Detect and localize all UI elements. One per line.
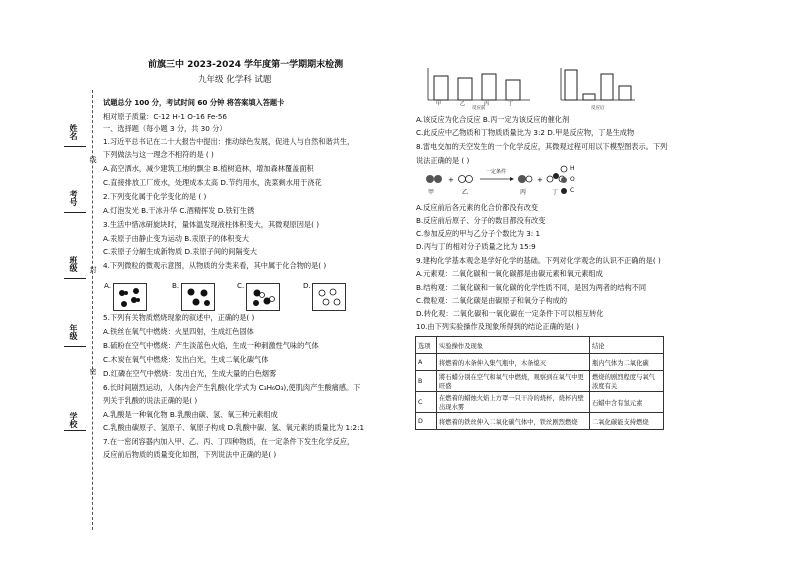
q9-opt-b: B.结构观：二氧化碳和一氧化碳的化学性质不同，是因为两者的结构不同: [416, 283, 647, 292]
margin-line-3: [64, 278, 86, 279]
q6-stem1: 6.长时间剧烈运动，人体内会产生乳酸(化学式为 C₃H₆O₃),使肌肉产生酸痛感。下: [103, 383, 361, 392]
table-row: [416, 371, 664, 392]
table-cell: B: [416, 371, 437, 392]
exam-title: 前旗三中 2023-2024 学年度第一学期期末检测: [148, 60, 344, 70]
q4-figure-a: [113, 283, 147, 311]
q5-stem: 5.下列有关物质燃烧现象的叙述中，正确的是( ): [103, 313, 255, 322]
q1-opt-ab: A.高空洒水，减少建筑工地的飘尘 B.植树造林，增加森林覆盖面积: [103, 164, 314, 173]
q8-stem2: 说法正确的是 ( ): [416, 156, 470, 165]
q7-label-bing: 丙: [484, 101, 490, 107]
table-row: [416, 392, 664, 413]
q4-label-d: D.: [303, 281, 311, 290]
q1-line1: 1.习近平总书记在二十大报告中提出：推动绿色发展，促进人与自然和谐共生，: [103, 137, 355, 146]
legend-o: O: [570, 176, 575, 183]
margin-line-5: [64, 430, 86, 431]
q4-figure-c: [246, 283, 280, 311]
q7-opt-ab: A.该反应为化合反应 B.丙一定为该反应的催化剂: [416, 115, 570, 124]
school-label: 学校: [69, 412, 78, 428]
seal-mark-3: 密: [89, 368, 97, 375]
q4-figure-b: [181, 283, 215, 311]
q8-label-ding: 丁: [552, 189, 559, 196]
q6-opt-cd: C.乳酸由碳原子、氢原子、氧原子构成 D.乳酸中碳、氢、氧元素的质量比为 1:2:1: [103, 423, 365, 432]
margin-line-2: [64, 212, 86, 213]
q4-label-b: B.: [172, 281, 180, 290]
q8-opt-b: B.反应前后原子、分子的数目都没有改变: [416, 216, 546, 225]
atomic-mass: 相对原子质量：C-12 H-1 O-16 Fe-56: [103, 112, 227, 121]
table-header-cell: 结论: [590, 337, 664, 354]
q1-opt-cd: C.直接排放工厂废水，处理成本太高 D.节约用水，洗菜剩水用于浇花: [103, 178, 322, 187]
table-header-row: [416, 337, 664, 354]
legend-h: H: [570, 165, 575, 172]
margin-line-1: [64, 146, 86, 147]
q9-opt-d: D.转化观：二氧化碳和一氧化碳在一定条件下可以相互转化: [416, 309, 604, 318]
table-row: [416, 354, 664, 371]
table-header-cell: 选项: [416, 337, 437, 354]
q9-opt-a: A.元素观：二氧化碳和一氧化碳都是由碳元素和氧元素组成: [416, 269, 603, 278]
q5-opt-c: C.木炭在氧气中燃烧：发出白光，生成二氧化碳气体: [103, 355, 269, 364]
q7-stem2: 反应前后物质的质量变化如图，下列说法中正确的是( ): [103, 450, 277, 459]
q3-opt-ab: A.汞原子由静止变为运动 B.汞原子的体积变大: [103, 234, 249, 243]
table-cell: D: [416, 413, 437, 430]
q1-line2: 下列做法与这一理念不相符的是 ( ): [103, 150, 214, 159]
q8-legend: [560, 164, 584, 200]
class-label: 班级: [69, 256, 78, 272]
q9-stem: 9.建构化学基本观念是学好化学的基础。下列对化学观念的认识不正确的是( ): [416, 256, 661, 265]
exam-no-label: 考号: [69, 190, 78, 206]
table-cell: 瓶内气体为二氧化碳: [590, 354, 664, 371]
q4-label-a: A.: [104, 281, 112, 290]
q2-options: A.灯泡发光 B.干冰升华 C.酒精挥发 D.铁钉生锈: [103, 206, 255, 215]
table-cell: 燃烧的剧烈程度与氧气浓度有关: [590, 371, 664, 392]
q7-label-yi: 乙: [460, 101, 466, 107]
q5-opt-a: A.铁丝在氧气中燃烧：火星四射，生成红色固体: [103, 327, 254, 336]
q4-figure-d: [312, 283, 346, 311]
seal-mark-2: 封: [89, 266, 97, 273]
q7-caption-after: 反应后: [591, 106, 605, 111]
q7-caption-before: 反应前: [472, 106, 486, 111]
table-cell: 将燃着的木条伸入集气瓶中，木条熄灭: [437, 354, 590, 371]
q8-label-bing: 丙: [520, 189, 527, 196]
table-cell: A: [416, 354, 437, 371]
q8-stem1: 8.雷电交加的天空发生的一个化学反应，其微观过程可用以下模型图表示。下列: [416, 142, 668, 151]
table-cell: 将燃着的铁丝伸入二氧化碳气体中，铁丝剧烈燃烧: [437, 413, 590, 430]
q9-opt-c: C.微粒观：二氧化碳是由碳原子和氧分子构成的: [416, 296, 568, 305]
q5-opt-b: B.硫粉在空气中燃烧：产生淡蓝色火焰，生成一种刺激性气味的气体: [103, 341, 319, 350]
table-header-cell: 实验操作及现象: [437, 337, 590, 354]
q8-condition: 一定条件: [486, 169, 507, 175]
exam-subtitle: 九年级 化学科 试题: [198, 75, 272, 85]
table-cell: 石蜡中含有氢元素: [590, 392, 664, 413]
legend-c: C: [570, 187, 575, 194]
q7-label-ding: 丁: [508, 101, 514, 107]
exam-notice: 试题总分 100 分，考试时间 60 分钟 将答案填入答题卡: [103, 98, 285, 107]
q7-chart-after: [555, 66, 641, 110]
section-heading: 一、选择题（每小题 3 分，共 30 分）: [103, 124, 227, 133]
q6-opt-ab: A.乳酸是一种氧化物 B.乳酸由碳、氢、氧三种元素组成: [103, 410, 278, 419]
table-cell: C: [416, 392, 437, 413]
q3-stem: 3.生活中惜冰研旋块时，量体温发现液柱体积变大，其微观原因是( ): [103, 220, 320, 229]
name-label: 姓名: [69, 124, 78, 140]
table-cell: 在燃着的蜡烛火焰上方罩一只干冷的烧杯，烧杯内壁出现水雾: [437, 392, 590, 413]
q7-opt-cd: C.此反应中乙物质和丁物质质量比为 3:2 D.甲是反应物，丁是生成物: [416, 128, 635, 137]
q8-diagram: [420, 164, 570, 200]
q10-table: [415, 336, 664, 430]
q5-opt-d: D.红磷在空气中燃烧：发出白光，生成大量的白色烟雾: [103, 369, 277, 378]
q4-stem: 4.下列微粒的微观示意图，从物质的分类来看，其中属于化合物的是( ): [103, 261, 327, 270]
q7-label-jia: 甲: [436, 101, 442, 107]
q3-opt-cd: C.汞原子分解生成新物质 D.汞原子间的间隔变大: [103, 247, 257, 256]
seal-mark-1: 线: [89, 156, 97, 163]
q8-opt-d: D.丙与丁的相对分子质量之比为 15:9: [416, 242, 536, 251]
table-cell: 二氧化碳能支持燃烧: [590, 413, 664, 430]
svg-text:+: +: [448, 176, 454, 184]
table-cell: 將石蜡分别在空气和氧气中燃烧，观察到在氧气中更旺盛: [437, 371, 590, 392]
grade-label: 年级: [69, 324, 78, 340]
q6-stem2: 列关于乳酸的说法正确的是( ): [103, 396, 198, 405]
table-row: [416, 413, 664, 430]
q8-label-yi: 乙: [462, 189, 469, 196]
q8-label-jia: 甲: [428, 189, 435, 196]
q8-opt-a: A.反应前后各元素的化合价都没有改变: [416, 203, 539, 212]
q4-label-c: C.: [237, 281, 245, 290]
margin-line-4: [64, 346, 86, 347]
q2-stem: 2.下列变化属于化学变化的是 ( ): [103, 192, 207, 201]
q7-stem1: 7.在一密闭容器内加入甲、乙、丙、丁四种物质，在一定条件下发生化学反应，: [103, 437, 355, 446]
q8-opt-c: C.参加反应的甲与乙分子个数比为 3: 1: [416, 229, 541, 238]
svg-text:+: +: [537, 176, 543, 184]
q7-chart-before: [420, 66, 544, 110]
q10-stem: 10.由下列实验操作及现象所得到的结论正确的是( ): [416, 322, 580, 331]
